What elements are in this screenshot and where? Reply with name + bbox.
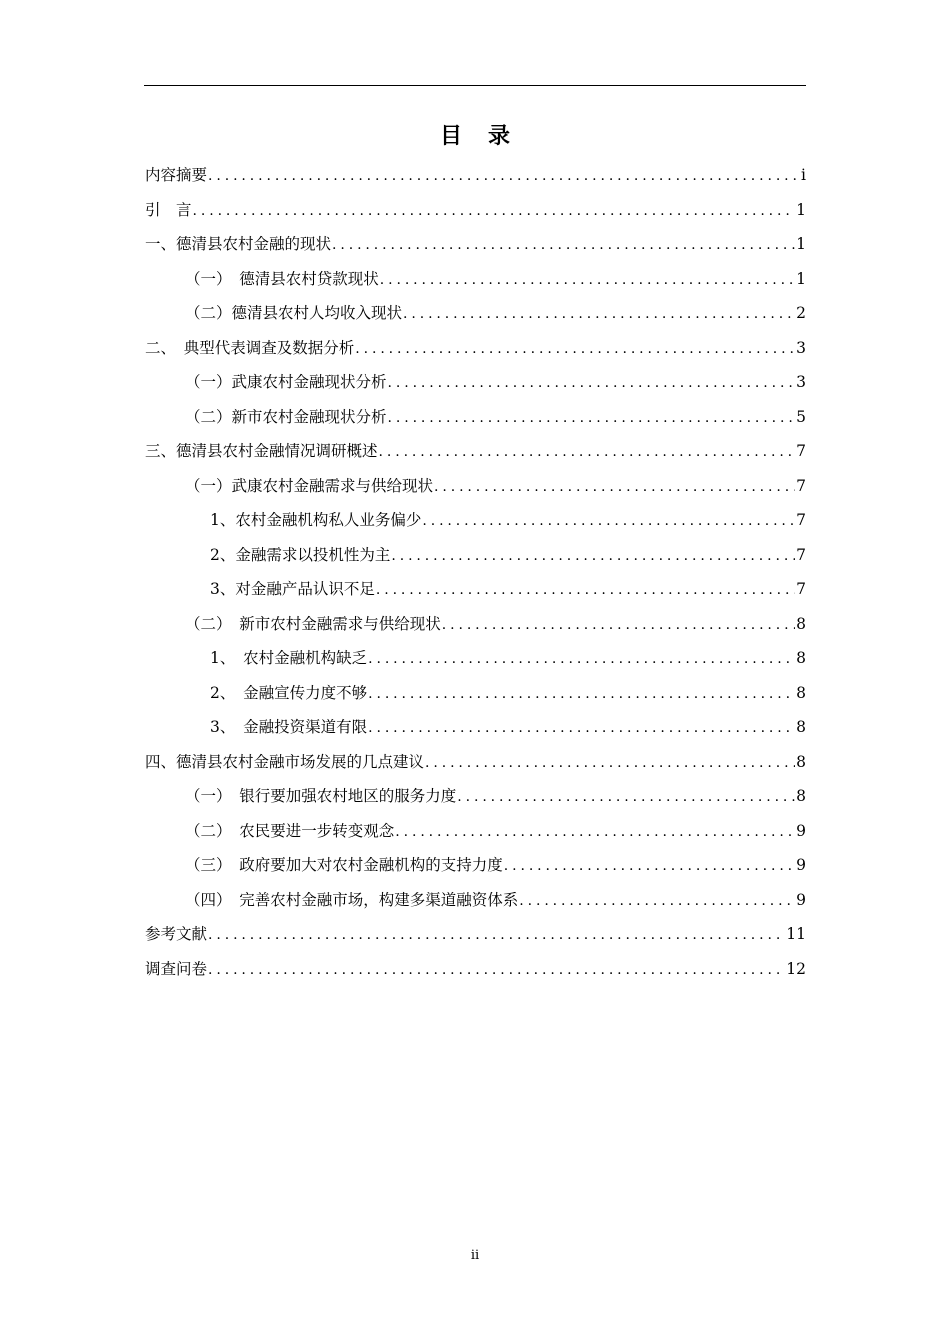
toc-entry[interactable] [145, 572, 806, 607]
toc-entry[interactable] [145, 227, 806, 262]
toc-entry-label: （二）德清县农村人均收入现状 [185, 304, 403, 322]
toc-dot-leader [380, 263, 795, 298]
toc-dot-leader [208, 159, 800, 194]
toc-entry-label: （二） 农民要进一步转变观念 [185, 821, 395, 840]
toc-entry-page: 2 [796, 304, 806, 322]
toc-entry[interactable] [145, 848, 806, 883]
toc-entry-page: 7 [796, 545, 806, 564]
toc-entry-label: 调查问卷 [145, 959, 208, 978]
toc-dot-leader [208, 953, 785, 988]
toc-dot-leader [368, 642, 795, 677]
toc-dot-leader [457, 780, 795, 815]
toc-entry-label: （一）武康农村金融需求与供给现状 [185, 476, 434, 495]
toc-entry-label: 3、 金融投资渠道有限 [210, 718, 368, 736]
toc-entry[interactable] [145, 814, 806, 849]
toc-entry[interactable] [145, 917, 806, 952]
toc-dot-leader [376, 573, 795, 608]
toc-entry-page: 5 [796, 407, 806, 426]
toc-entry[interactable] [145, 158, 806, 193]
toc-entry[interactable] [145, 710, 806, 745]
toc-entry-page: 12 [786, 959, 806, 978]
toc-entry-label: 内容摘要 [145, 166, 208, 184]
toc-entry-label: （三） 政府要加大对农村金融机构的支持力度 [185, 856, 503, 874]
toc-dot-leader [519, 884, 795, 919]
page-number: ii [470, 1248, 480, 1263]
toc-entry[interactable] [145, 641, 806, 676]
toc-entry-page: 8 [796, 649, 806, 667]
toc-dot-leader [368, 711, 795, 746]
toc-entry[interactable] [145, 400, 806, 435]
toc-entry-page: 9 [796, 821, 806, 840]
toc-entry-label: （一）武康农村金融现状分析 [185, 373, 387, 391]
toc-dot-leader [388, 401, 796, 436]
toc-dot-leader [434, 470, 795, 505]
toc-dot-leader [504, 849, 795, 884]
toc-entry-label: 1、农村金融机构私人业务偏少 [210, 511, 422, 529]
toc-dot-leader [395, 815, 795, 850]
toc-entry-page: 9 [796, 890, 806, 909]
toc-entry-label: 1、 农村金融机构缺乏 [210, 649, 368, 667]
toc-entry-page: 3 [796, 373, 806, 391]
toc-entry-label: （二） 新市农村金融需求与供给现状 [185, 614, 441, 633]
toc-entry-page: 1 [796, 235, 806, 253]
toc-entry-page: i [801, 166, 806, 184]
toc-entry[interactable] [145, 952, 806, 987]
toc-entry-label: 引 言 [145, 200, 192, 219]
toc-entry-label: 二、 典型代表调查及数据分析 [145, 338, 355, 357]
toc-entry-label: （四） 完善农村金融市场，构建多渠道融资体系 [185, 890, 519, 909]
toc-entry-label: 一、德清县农村金融的现状 [145, 235, 332, 253]
toc-entry-page: 7 [796, 476, 806, 495]
toc-entry-label: 三、德清县农村金融情况调研概述 [145, 442, 378, 460]
toc-entry[interactable] [145, 193, 806, 228]
toc-dot-leader [332, 228, 795, 263]
toc-dot-leader [368, 677, 795, 712]
toc-entry-page: 1 [796, 269, 806, 288]
toc-entry-page: 8 [796, 787, 806, 805]
toc-entry-page: 7 [796, 511, 806, 529]
toc-entry[interactable] [145, 503, 806, 538]
toc-entry-page: 11 [786, 925, 806, 943]
toc-entry-page: 9 [796, 856, 806, 874]
toc-entry[interactable] [145, 331, 806, 366]
toc-entry-label: 2、金融需求以投机性为主 [210, 545, 391, 564]
header-rule [144, 85, 806, 86]
toc-dot-leader [403, 297, 795, 332]
toc-entry-page: 7 [796, 442, 806, 460]
toc-entry-label: （一） 银行要加强农村地区的服务力度 [185, 787, 457, 805]
toc-dot-leader [355, 332, 795, 367]
toc-entry[interactable] [145, 883, 806, 918]
page-title: 目录 [439, 123, 536, 149]
toc-entry[interactable] [145, 365, 806, 400]
toc-entry[interactable] [145, 745, 806, 780]
toc-entry-label: 3、对金融产品认识不足 [210, 580, 375, 598]
toc-entry[interactable] [145, 296, 806, 331]
toc-dot-leader [425, 746, 795, 781]
toc-entry[interactable] [145, 607, 806, 642]
toc-entry[interactable] [145, 262, 806, 297]
toc-entry-label: 2、 金融宣传力度不够 [210, 683, 368, 702]
toc-entry-page: 7 [796, 580, 806, 598]
toc-entry-page: 8 [796, 614, 806, 633]
toc-entry[interactable] [145, 676, 806, 711]
table-of-contents [145, 158, 806, 986]
toc-dot-leader [193, 194, 796, 229]
toc-entry-label: 参考文献 [145, 925, 208, 943]
toc-entry[interactable] [145, 779, 806, 814]
toc-entry-page: 8 [796, 718, 806, 736]
toc-entry-page: 3 [796, 338, 806, 357]
toc-entry-page: 1 [796, 200, 806, 219]
toc-entry-page: 8 [796, 752, 806, 771]
toc-dot-leader [379, 435, 796, 470]
toc-entry-label: （一） 德清县农村贷款现状 [185, 269, 379, 288]
toc-entry-label: 四、德清县农村金融市场发展的几点建议 [145, 752, 425, 771]
toc-entry-label: （二）新市农村金融现状分析 [185, 407, 387, 426]
toc-dot-leader [208, 918, 785, 953]
toc-dot-leader [442, 608, 795, 643]
toc-dot-leader [391, 539, 795, 574]
toc-entry[interactable] [145, 469, 806, 504]
toc-entry-page: 8 [796, 683, 806, 702]
toc-entry[interactable] [145, 538, 806, 573]
toc-dot-leader [422, 504, 795, 539]
toc-dot-leader [388, 366, 796, 401]
toc-entry[interactable] [145, 434, 806, 469]
